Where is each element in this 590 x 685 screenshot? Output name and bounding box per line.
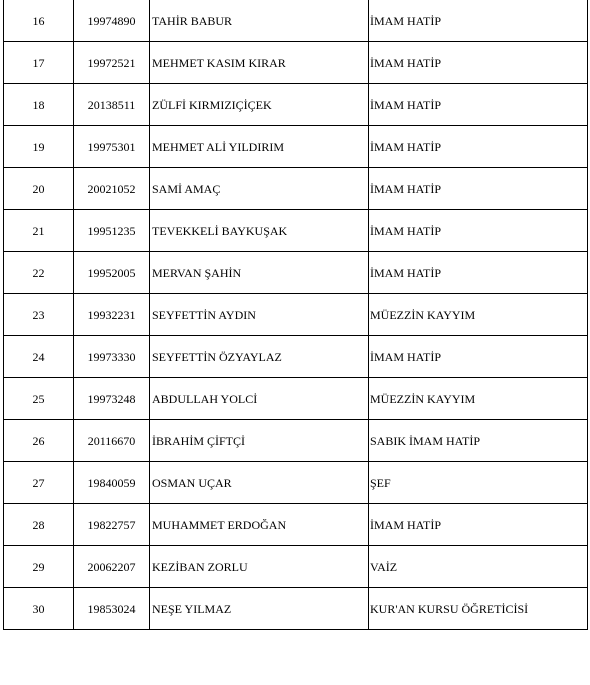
position-title-cell: SABIK İMAM HATİP [369,420,588,462]
registry-id-cell: 20116670 [74,420,150,462]
position-title-cell: İMAM HATİP [369,42,588,84]
full-name-cell: SEYFETTİN ÖZYAYLAZ [150,336,369,378]
row-number-cell: 29 [4,546,74,588]
position-title-cell: İMAM HATİP [369,84,588,126]
position-title-cell: MÜEZZİN KAYYIM [369,378,588,420]
registry-id-cell: 19822757 [74,504,150,546]
full-name-cell: SAMİ AMAÇ [150,168,369,210]
personnel-table [3,0,588,630]
full-name-cell: KEZİBAN ZORLU [150,546,369,588]
full-name-cell: SEYFETTİN AYDIN [150,294,369,336]
row-number-cell: 30 [4,588,74,630]
table-row [4,210,588,252]
registry-id-cell: 20021052 [74,168,150,210]
table-row [4,252,588,294]
registry-id-cell: 19975301 [74,126,150,168]
table-body [4,0,588,630]
full-name-cell: TAHİR BABUR [150,0,369,42]
registry-id-cell: 19932231 [74,294,150,336]
registry-id-cell: 20062207 [74,546,150,588]
row-number-cell: 22 [4,252,74,294]
table-row [4,84,588,126]
position-title-cell: MÜEZZİN KAYYIM [369,294,588,336]
full-name-cell: MEHMET ALİ YILDIRIM [150,126,369,168]
full-name-cell: İBRAHİM ÇİFTÇİ [150,420,369,462]
registry-id-cell: 19840059 [74,462,150,504]
table-row [4,420,588,462]
full-name-cell: MERVAN ŞAHİN [150,252,369,294]
row-number-cell: 26 [4,420,74,462]
row-number-cell: 28 [4,504,74,546]
full-name-cell: TEVEKKELİ BAYKUŞAK [150,210,369,252]
row-number-cell: 23 [4,294,74,336]
full-name-cell: ZÜLFİ KIRMIZIÇİÇEK [150,84,369,126]
row-number-cell: 25 [4,378,74,420]
full-name-cell: NEŞE YILMAZ [150,588,369,630]
row-number-cell: 20 [4,168,74,210]
position-title-cell: İMAM HATİP [369,126,588,168]
table-row [4,378,588,420]
position-title-cell: VAİZ [369,546,588,588]
table-row [4,294,588,336]
position-title-cell: İMAM HATİP [369,210,588,252]
full-name-cell: ABDULLAH YOLCİ [150,378,369,420]
row-number-cell: 24 [4,336,74,378]
row-number-cell: 18 [4,84,74,126]
registry-id-cell: 19973248 [74,378,150,420]
position-title-cell: İMAM HATİP [369,252,588,294]
registry-id-cell: 19853024 [74,588,150,630]
registry-id-cell: 19951235 [74,210,150,252]
table-row [4,462,588,504]
row-number-cell: 21 [4,210,74,252]
table-row [4,336,588,378]
row-number-cell: 16 [4,0,74,42]
position-title-cell: İMAM HATİP [369,0,588,42]
full-name-cell: MUHAMMET ERDOĞAN [150,504,369,546]
full-name-cell: MEHMET KASIM KIRAR [150,42,369,84]
table-row [4,588,588,630]
row-number-cell: 17 [4,42,74,84]
registry-id-cell: 20138511 [74,84,150,126]
registry-id-cell: 19972521 [74,42,150,84]
registry-id-cell: 19973330 [74,336,150,378]
position-title-cell: ŞEF [369,462,588,504]
position-title-cell: İMAM HATİP [369,168,588,210]
row-number-cell: 27 [4,462,74,504]
full-name-cell: OSMAN UÇAR [150,462,369,504]
position-title-cell: İMAM HATİP [369,336,588,378]
registry-id-cell: 19974890 [74,0,150,42]
registry-id-cell: 19952005 [74,252,150,294]
table-row [4,504,588,546]
table-row [4,42,588,84]
row-number-cell: 19 [4,126,74,168]
position-title-cell: KUR'AN KURSU ÖĞRETİCİSİ [369,588,588,630]
table-row [4,168,588,210]
table-row [4,546,588,588]
position-title-cell: İMAM HATİP [369,504,588,546]
table-row [4,126,588,168]
table-row [4,0,588,42]
